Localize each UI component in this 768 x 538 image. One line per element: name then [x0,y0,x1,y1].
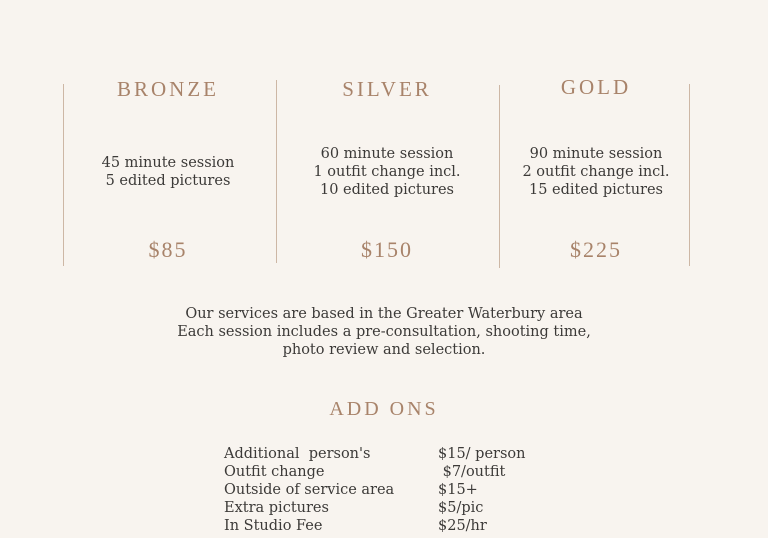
addon-name: Outside of service area [224,482,395,498]
addon-name: Additional person's [224,446,371,462]
package-gold [496,0,696,280]
divider-bronze-silver [276,80,277,263]
feature-line: 90 minute session [529,146,663,162]
feature-line: 2 outfit change incl. [522,164,670,180]
addon-price: $15/ person [438,446,526,462]
package-price: $85 [148,237,188,262]
info-line: Each session includes a pre-consultation, shooting time, [177,324,591,340]
addon-name: Extra pictures [224,500,329,516]
feature-line: 10 edited pictures [319,182,455,198]
addon-price: $7/outfit [438,464,506,480]
feature-line: 45 minute session [101,155,235,171]
service-info [0,305,768,359]
addons-title: ADD ONS [329,398,439,420]
feature-line: 5 edited pictures [105,173,231,189]
addon-price: $25/hr [438,518,487,534]
addon-row [224,517,584,535]
addon-row [224,499,584,517]
package-bronze [68,0,268,280]
addon-row [224,463,584,481]
addon-name: In Studio Fee [224,518,323,534]
package-silver [287,0,487,280]
addon-row [224,445,584,463]
package-features [287,145,487,199]
package-price: $225 [570,237,622,262]
feature-line: 60 minute session [320,146,454,162]
divider-left [63,84,64,266]
info-line: Our services are based in the Greater Waterbury area [185,306,583,322]
feature-line: 1 outfit change incl. [313,164,461,180]
package-name: BRONZE [117,77,219,101]
info-line: photo review and selection. [282,342,486,358]
addon-name: Outfit change [224,464,325,480]
addon-price: $15+ [438,482,478,498]
addon-row [224,481,584,499]
feature-line: 15 edited pictures [528,182,664,198]
package-name: SILVER [342,77,432,101]
package-price: $150 [361,237,413,262]
package-features [68,154,268,190]
addon-price: $5/pic [438,500,484,516]
package-name: GOLD [560,75,632,99]
package-features [496,145,696,199]
